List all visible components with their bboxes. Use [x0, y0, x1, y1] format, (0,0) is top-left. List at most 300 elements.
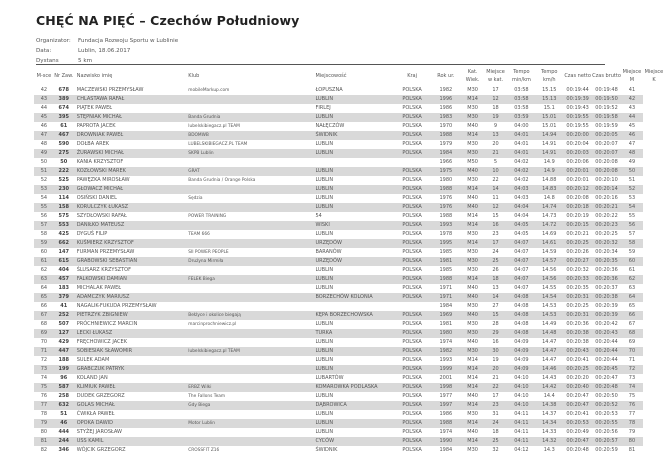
- country-cell: POLSKA: [394, 257, 430, 266]
- net-time-cell: 00:20:36: [563, 320, 592, 329]
- table-row[interactable]: [34, 257, 665, 266]
- table-row[interactable]: [34, 383, 665, 392]
- place-cell: 52: [34, 176, 54, 185]
- speed-cell: 14.32: [535, 437, 563, 446]
- club-cell: [185, 365, 312, 374]
- category-cell: M30: [462, 410, 484, 419]
- city-cell: ŚWIDNIK: [312, 131, 394, 140]
- table-row[interactable]: [34, 347, 665, 356]
- place-cell: 47: [34, 131, 54, 140]
- place-m-cell: 72: [621, 365, 643, 374]
- net-time-cell: 00:19:55: [563, 113, 592, 122]
- year-cell: 1984: [430, 149, 462, 158]
- table-row[interactable]: [34, 419, 665, 428]
- distance-value: 5 km: [78, 58, 93, 64]
- club-cell: [185, 221, 312, 230]
- place-k-cell: [643, 86, 665, 95]
- gross-time-cell: 00:20:39: [592, 302, 621, 311]
- place-cell: 50: [34, 158, 54, 167]
- net-time-cell: 00:20:18: [563, 203, 592, 212]
- bib-cell: 395: [54, 113, 74, 122]
- gross-time-cell: 00:20:07: [592, 140, 621, 149]
- category-place-cell: 27: [484, 302, 508, 311]
- table-row[interactable]: [34, 167, 665, 176]
- speed-cell: 15.1: [535, 104, 563, 113]
- place-m-cell: 78: [621, 419, 643, 428]
- country-cell: POLSKA: [394, 149, 430, 158]
- bib-cell: 457: [54, 275, 74, 284]
- name-cell: NAGALIK-FUKUDA PRZEMYSŁAW: [74, 302, 186, 311]
- place-m-cell: 54: [621, 203, 643, 212]
- place-k-cell: [643, 428, 665, 437]
- place-cell: 76: [34, 392, 54, 401]
- col-pace[interactable]: Tempo min/km: [511, 69, 531, 83]
- city-cell: BORZECHÓW KOLONIA: [312, 293, 394, 302]
- country-cell: POLSKA: [394, 131, 430, 140]
- bib-cell: 590: [54, 140, 74, 149]
- place-m-cell: 80: [621, 437, 643, 446]
- year-cell: 1981: [430, 320, 462, 329]
- country-cell: POLSKA: [394, 284, 430, 293]
- bib-cell: 632: [54, 401, 74, 410]
- speed-cell: 14.56: [535, 275, 563, 284]
- year-cell: 1985: [430, 248, 462, 257]
- gross-time-cell: 00:20:34: [592, 248, 621, 257]
- gross-time-cell: 00:19:50: [592, 95, 621, 104]
- bib-cell: 587: [54, 383, 74, 392]
- category-place-cell: 12: [484, 95, 508, 104]
- gross-time-cell: 00:19:52: [592, 104, 621, 113]
- place-m-cell: 60: [621, 257, 643, 266]
- city-cell: LUBLIN: [312, 95, 394, 104]
- country-cell: POLSKA: [394, 203, 430, 212]
- col-club[interactable]: Klub: [188, 73, 200, 79]
- club-cell: Drużyna Mirmiła: [185, 257, 312, 266]
- col-speed[interactable]: Tempo km/h: [541, 69, 558, 83]
- name-cell: KANIA KRZYSZTOF: [74, 158, 186, 167]
- table-row[interactable]: [34, 122, 665, 131]
- country-cell: POLSKA: [394, 311, 430, 320]
- table-row[interactable]: [34, 266, 665, 275]
- table-row[interactable]: [34, 158, 665, 167]
- club-cell: Gdy Biega: [185, 401, 312, 410]
- year-cell: 1971: [430, 284, 462, 293]
- category-cell: M14: [462, 356, 484, 365]
- year-cell: 1993: [430, 221, 462, 230]
- category-cell: M14: [462, 185, 484, 194]
- table-row[interactable]: [34, 212, 665, 221]
- table-row[interactable]: [34, 239, 665, 248]
- club-cell: [185, 428, 312, 437]
- table-row[interactable]: [34, 374, 665, 383]
- bib-cell: 127: [54, 329, 74, 338]
- table-row[interactable]: [34, 428, 665, 437]
- bib-cell: 389: [54, 95, 74, 104]
- bib-cell: 222: [54, 167, 74, 176]
- category-cell: M30: [462, 257, 484, 266]
- pace-cell: 04:08: [507, 311, 535, 320]
- header-divider: [36, 64, 302, 65]
- table-row[interactable]: [34, 410, 665, 419]
- place-m-cell: 53: [621, 194, 643, 203]
- place-k-cell: [643, 248, 665, 257]
- place-k-cell: [643, 257, 665, 266]
- category-cell: M14: [462, 437, 484, 446]
- bib-cell: 507: [54, 320, 74, 329]
- gross-time-cell: 00:19:58: [592, 113, 621, 122]
- table-row[interactable]: [34, 185, 665, 194]
- category-cell: M14: [462, 239, 484, 248]
- place-k-cell: [643, 239, 665, 248]
- gross-time-cell: 00:20:55: [592, 419, 621, 428]
- gross-time-cell: 00:20:16: [592, 194, 621, 203]
- net-time-cell: 00:20:27: [563, 257, 592, 266]
- category-place-cell: 24: [484, 248, 508, 257]
- col-gross-time[interactable]: Czas brutto: [592, 73, 621, 79]
- category-cell: M40: [462, 194, 484, 203]
- place-cell: 72: [34, 356, 54, 365]
- place-m-cell: 55: [621, 212, 643, 221]
- category-cell: M14: [462, 401, 484, 410]
- table-row[interactable]: [34, 230, 665, 239]
- table-row[interactable]: [34, 293, 665, 302]
- net-time-cell: 00:20:43: [563, 347, 592, 356]
- place-k-cell: [643, 293, 665, 302]
- category-cell: M30: [462, 320, 484, 329]
- table-row[interactable]: [34, 320, 665, 329]
- table-row[interactable]: [34, 437, 665, 446]
- col-net-time[interactable]: Czas netto: [564, 73, 591, 79]
- table-row[interactable]: [34, 86, 665, 95]
- place-cell: 75: [34, 383, 54, 392]
- place-k-cell: [643, 365, 665, 374]
- table-row[interactable]: [34, 131, 665, 140]
- net-time-cell: 00:20:35: [563, 284, 592, 293]
- pace-cell: 04:02: [507, 167, 535, 176]
- country-cell: POLSKA: [394, 239, 430, 248]
- name-cell: SULEK ADAM: [74, 356, 186, 365]
- category-place-cell: 23: [484, 230, 508, 239]
- gross-time-cell: 00:20:47: [592, 374, 621, 383]
- place-cell: 44: [34, 104, 54, 113]
- pace-cell: 04:08: [507, 320, 535, 329]
- city-cell: KOMAROWKA PODLASKA: [312, 383, 394, 392]
- speed-cell: 14.33: [535, 428, 563, 437]
- speed-cell: 14.91: [535, 149, 563, 158]
- club-cell: [185, 302, 312, 311]
- place-m-cell: 59: [621, 248, 643, 257]
- speed-cell: 14.3: [535, 446, 563, 455]
- pace-cell: 04:07: [507, 239, 535, 248]
- pace-cell: 04:09: [507, 365, 535, 374]
- place-cell: 78: [34, 410, 54, 419]
- net-time-cell: 00:20:53: [563, 419, 592, 428]
- place-k-cell: [643, 284, 665, 293]
- category-place-cell: 20: [484, 365, 508, 374]
- category-place-cell: 12: [484, 203, 508, 212]
- category-place-cell: 25: [484, 437, 508, 446]
- name-cell: PRÓCHNIEWICZ MARCIN: [74, 320, 186, 329]
- gross-time-cell: 00:20:43: [592, 329, 621, 338]
- category-place-cell: 13: [484, 284, 508, 293]
- category-place-cell: 11: [484, 194, 508, 203]
- city-cell: [312, 302, 394, 311]
- pace-cell: 04:10: [507, 383, 535, 392]
- club-cell: [185, 356, 312, 365]
- net-time-cell: 00:20:25: [563, 365, 592, 374]
- place-m-cell: 51: [621, 176, 643, 185]
- col-place-m[interactable]: Miejsce M: [622, 69, 642, 83]
- year-cell: 1974: [430, 338, 462, 347]
- place-m-cell: 69: [621, 338, 643, 347]
- table-row[interactable]: [34, 194, 665, 203]
- place-m-cell: 50: [621, 167, 643, 176]
- table-row[interactable]: [34, 365, 665, 374]
- city-cell: LUBLIN: [312, 365, 394, 374]
- table-row[interactable]: [34, 104, 665, 113]
- category-cell: M40: [462, 122, 484, 131]
- category-place-cell: 17: [484, 392, 508, 401]
- bib-cell: 346: [54, 446, 74, 455]
- place-m-cell: 41: [621, 86, 643, 95]
- club-cell: CROSSFIT Z16: [185, 446, 312, 455]
- place-k-cell: [643, 374, 665, 383]
- pace-cell: 04:04: [507, 212, 535, 221]
- name-cell: DOŁBA AREK: [74, 140, 186, 149]
- city-cell: 54: [312, 212, 394, 221]
- speed-cell: 14.42: [535, 383, 563, 392]
- speed-cell: 14.59: [535, 248, 563, 257]
- city-cell: LUBLIN: [312, 284, 394, 293]
- category-place-cell: 18: [484, 275, 508, 284]
- club-cell: [185, 374, 312, 383]
- year-cell: 1995: [430, 239, 462, 248]
- place-cell: 65: [34, 293, 54, 302]
- organizer-label: Organizator:: [36, 38, 71, 44]
- country-cell: [394, 158, 430, 167]
- country-cell: POLSKA: [394, 167, 430, 176]
- place-m-cell: 49: [621, 158, 643, 167]
- net-time-cell: 00:20:01: [563, 167, 592, 176]
- bib-cell: 188: [54, 356, 74, 365]
- country-cell: POLSKA: [394, 95, 430, 104]
- pace-cell: 03:59: [507, 113, 535, 122]
- category-place-cell: 16: [484, 221, 508, 230]
- gross-time-cell: 00:20:36: [592, 275, 621, 284]
- category-place-cell: 31: [484, 410, 508, 419]
- club-cell: The Fallons Team: [185, 392, 312, 401]
- pace-cell: 04:07: [507, 248, 535, 257]
- country-cell: POLSKA: [394, 194, 430, 203]
- gross-time-cell: 00:20:36: [592, 266, 621, 275]
- gross-time-cell: 00:19:48: [592, 86, 621, 95]
- category-cell: M14: [462, 131, 484, 140]
- place-cell: 73: [34, 365, 54, 374]
- country-cell: POLSKA: [394, 104, 430, 113]
- name-cell: OPOKA DAWID: [74, 419, 186, 428]
- city-cell: LUBLIN: [312, 275, 394, 284]
- name-cell: MACZEWSKI PRZEMYSŁAW: [74, 86, 186, 95]
- table-row[interactable]: [34, 446, 665, 455]
- place-k-cell: [643, 338, 665, 347]
- place-cell: 49: [34, 149, 54, 158]
- place-cell: 59: [34, 239, 54, 248]
- speed-cell: 14.91: [535, 140, 563, 149]
- bib-cell: 404: [54, 266, 74, 275]
- speed-cell: 14.83: [535, 185, 563, 194]
- speed-cell: 14.38: [535, 401, 563, 410]
- country-cell: POLSKA: [394, 320, 430, 329]
- club-cell: [185, 104, 312, 113]
- page-title: CHĘĆ NA PIĘĆ – Czechów Południowy: [36, 13, 300, 28]
- speed-cell: 14.94: [535, 131, 563, 140]
- col-city[interactable]: Miejscowość: [315, 73, 347, 79]
- bib-cell: 46: [54, 419, 74, 428]
- year-cell: 1970: [430, 122, 462, 131]
- club-cell: FELEK Biega: [185, 275, 312, 284]
- results-body: [34, 86, 665, 455]
- club-cell: [185, 158, 312, 167]
- table-row[interactable]: [34, 176, 665, 185]
- gross-time-cell: 00:20:21: [592, 203, 621, 212]
- pace-cell: 04:09: [507, 347, 535, 356]
- net-time-cell: 00:20:48: [563, 446, 592, 455]
- place-k-cell: [643, 221, 665, 230]
- bib-cell: 444: [54, 428, 74, 437]
- category-cell: M14: [462, 95, 484, 104]
- name-cell: FURMAN PRZEMYSŁAW: [74, 248, 186, 257]
- col-year[interactable]: Rok ur.: [437, 73, 455, 79]
- col-bib[interactable]: Nr Zaw.: [54, 73, 74, 79]
- club-cell: marcinprochniewicz.pl: [185, 320, 312, 329]
- place-cell: 71: [34, 347, 54, 356]
- gross-time-cell: 00:20:23: [592, 221, 621, 230]
- year-cell: 1982: [430, 86, 462, 95]
- name-cell: WÓJCIK GRZEGORZ: [74, 446, 186, 455]
- col-place-k[interactable]: Miejsce K: [644, 69, 664, 83]
- col-category-place[interactable]: Miejsce w kat.: [486, 69, 505, 83]
- table-row[interactable]: [34, 95, 665, 104]
- country-cell: POLSKA: [394, 446, 430, 455]
- bib-cell: 379: [54, 293, 74, 302]
- table-row[interactable]: [34, 149, 665, 158]
- category-place-cell: 32: [484, 446, 508, 455]
- place-cell: 42: [34, 86, 54, 95]
- name-cell: GOLAS MICHAŁ: [74, 401, 186, 410]
- city-cell: LUBLIN: [312, 320, 394, 329]
- name-cell: ADAMCZYK MARIUSZ: [74, 293, 186, 302]
- table-row[interactable]: [34, 140, 665, 149]
- table-row[interactable]: [34, 248, 665, 257]
- country-cell: POLSKA: [394, 212, 430, 221]
- name-cell: MICHALAK PAWEŁ: [74, 284, 186, 293]
- category-cell: M30: [462, 329, 484, 338]
- bib-cell: 41: [54, 302, 74, 311]
- year-cell: 1984: [430, 302, 462, 311]
- table-row[interactable]: [34, 338, 665, 347]
- category-cell: M30: [462, 446, 484, 455]
- place-m-cell: 70: [621, 347, 643, 356]
- gross-time-cell: 00:20:32: [592, 239, 621, 248]
- name-cell: DYGUŚ FILIP: [74, 230, 186, 239]
- category-place-cell: 15: [484, 311, 508, 320]
- country-cell: POLSKA: [394, 374, 430, 383]
- place-k-cell: [643, 104, 665, 113]
- table-row[interactable]: [34, 329, 665, 338]
- table-row[interactable]: [34, 203, 665, 212]
- table-row[interactable]: [34, 302, 665, 311]
- col-country[interactable]: Kraj: [407, 73, 417, 79]
- gross-time-cell: 00:20:10: [592, 176, 621, 185]
- net-time-cell: 00:20:25: [563, 302, 592, 311]
- gross-time-cell: 00:20:07: [592, 149, 621, 158]
- name-cell: KOLAND JAN: [74, 374, 186, 383]
- net-time-cell: 00:20:06: [563, 158, 592, 167]
- date-value: Lublin, 18.06.2017: [78, 48, 131, 54]
- col-category[interactable]: Kat. Wiek.: [465, 69, 480, 83]
- city-cell: LUBLIN: [312, 347, 394, 356]
- gross-time-cell: 00:20:38: [592, 293, 621, 302]
- table-row[interactable]: [34, 284, 665, 293]
- gross-time-cell: 00:20:08: [592, 158, 621, 167]
- speed-cell: 15.01: [535, 122, 563, 131]
- col-place[interactable]: M-sce: [36, 73, 52, 79]
- net-time-cell: 00:20:49: [563, 428, 592, 437]
- city-cell: LUBLIN: [312, 230, 394, 239]
- speed-cell: 14.54: [535, 293, 563, 302]
- bib-cell: 553: [54, 221, 74, 230]
- year-cell: 1988: [430, 419, 462, 428]
- place-k-cell: [643, 194, 665, 203]
- col-name[interactable]: Nazwisko imię: [76, 73, 113, 79]
- city-cell: ŁOPUSZNA: [312, 86, 394, 95]
- club-cell: Banda Grudnia / Orange Polska: [185, 176, 312, 185]
- year-cell: 1998: [430, 383, 462, 392]
- table-row[interactable]: [34, 401, 665, 410]
- country-cell: POLSKA: [394, 266, 430, 275]
- pace-cell: 04:09: [507, 338, 535, 347]
- place-m-cell: 56: [621, 221, 643, 230]
- gross-time-cell: 00:20:56: [592, 428, 621, 437]
- city-cell: LUBLIN: [312, 185, 394, 194]
- speed-cell: 14.72: [535, 221, 563, 230]
- table-row[interactable]: [34, 356, 665, 365]
- table-row[interactable]: [34, 221, 665, 230]
- table-row[interactable]: [34, 392, 665, 401]
- table-row[interactable]: [34, 113, 665, 122]
- category-place-cell: 30: [484, 347, 508, 356]
- pace-cell: 04:05: [507, 230, 535, 239]
- year-cell: 1966: [430, 158, 462, 167]
- net-time-cell: 00:20:25: [563, 239, 592, 248]
- city-cell: URZĘDÓW: [312, 257, 394, 266]
- place-m-cell: 46: [621, 131, 643, 140]
- category-place-cell: 13: [484, 131, 508, 140]
- speed-cell: 14.9: [535, 158, 563, 167]
- bib-cell: 678: [54, 86, 74, 95]
- city-cell: URZĘDÓW: [312, 239, 394, 248]
- category-cell: M40: [462, 311, 484, 320]
- club-cell: Motor Lublin: [185, 419, 312, 428]
- table-row[interactable]: [34, 311, 665, 320]
- speed-cell: 14.8: [535, 194, 563, 203]
- table-row[interactable]: [34, 275, 665, 284]
- year-cell: 1980: [430, 176, 462, 185]
- bib-cell: 199: [54, 365, 74, 374]
- category-cell: M40: [462, 167, 484, 176]
- club-cell: SII POWER PEOPLE: [185, 248, 312, 257]
- pace-cell: 04:10: [507, 374, 535, 383]
